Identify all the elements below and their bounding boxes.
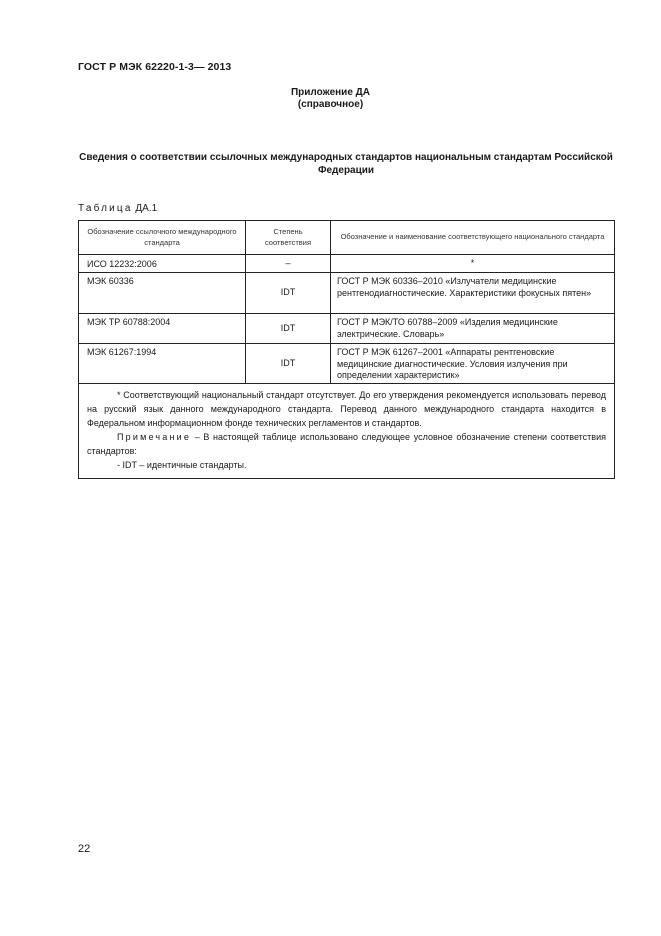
- standards-table: [78, 220, 615, 479]
- table-row: [79, 255, 615, 273]
- annex-subtitle: (справочное): [297, 99, 364, 110]
- cell-intl-standard: МЭК ТР 60788:2004: [79, 314, 246, 344]
- note-text: – В настоящей таблице использовано следующее условное обозначение степени соответствия стандартов:: [87, 432, 606, 456]
- cell-national-standard: ГОСТ Р МЭК 61267–2001 «Аппараты рентгеновские медицинские диагностические. Условия излучения при определении характеристик»: [331, 344, 615, 384]
- note-label: Примечание: [117, 432, 192, 442]
- cell-intl-standard: МЭК 60336: [79, 273, 246, 314]
- section-heading: Сведения о соответствии ссылочных международных стандартов национальным стандартам Российской Федерации: [79, 152, 613, 176]
- page-number: 22: [78, 843, 91, 855]
- table-row: [79, 314, 615, 344]
- cell-national-standard: ГОСТ Р МЭК/ТО 60788–2009 «Изделия медицинские электрические. Словарь»: [331, 314, 615, 344]
- table-caption-word: Таблица: [78, 203, 133, 214]
- column-header-intl: Обозначение ссылочного международного стандарта: [79, 221, 246, 255]
- column-header-national: Обозначение и наименование соответствующего национального стандарта: [331, 221, 615, 255]
- cell-intl-standard: МЭК 61267:1994: [79, 344, 246, 384]
- cell-degree: IDT: [246, 273, 331, 314]
- column-header-degree: Степень соответствия: [246, 221, 331, 255]
- cell-degree: –: [246, 255, 331, 273]
- table-caption: [78, 203, 157, 214]
- table-header-row: [79, 221, 615, 255]
- note-item: - IDT – идентичные стандарты.: [117, 460, 247, 470]
- table-footnote: * Соответствующий национальный стандарт отсутствует. До его утверждения рекомендуется использовать перевод на русский язык данного международного стандарта. Перевод данного международного стандарта находится в Федеральном информационном фонде технических регламентов и стандартов.: [87, 390, 606, 428]
- cell-national-standard: ГОСТ Р МЭК 60336–2010 «Излучатели медицинские рентгенодиагностические. Характеристики фокусных пятен»: [331, 273, 615, 314]
- cell-degree: IDT: [246, 344, 331, 384]
- cell-degree: IDT: [246, 314, 331, 344]
- cell-national-standard: *: [331, 255, 615, 273]
- table-note: [87, 430, 606, 458]
- annex-block: [0, 87, 661, 111]
- table-notes-row: [79, 384, 615, 479]
- table-notes: [79, 384, 615, 479]
- cell-intl-standard: ИСО 12232:2006: [79, 255, 246, 273]
- table-caption-number: ДА.1: [135, 203, 158, 214]
- document-code: ГОСТ Р МЭК 62220-1-3— 2013: [78, 61, 232, 73]
- annex-title: Приложение ДА: [290, 87, 371, 98]
- table-row: [79, 344, 615, 384]
- table-row: [79, 273, 615, 314]
